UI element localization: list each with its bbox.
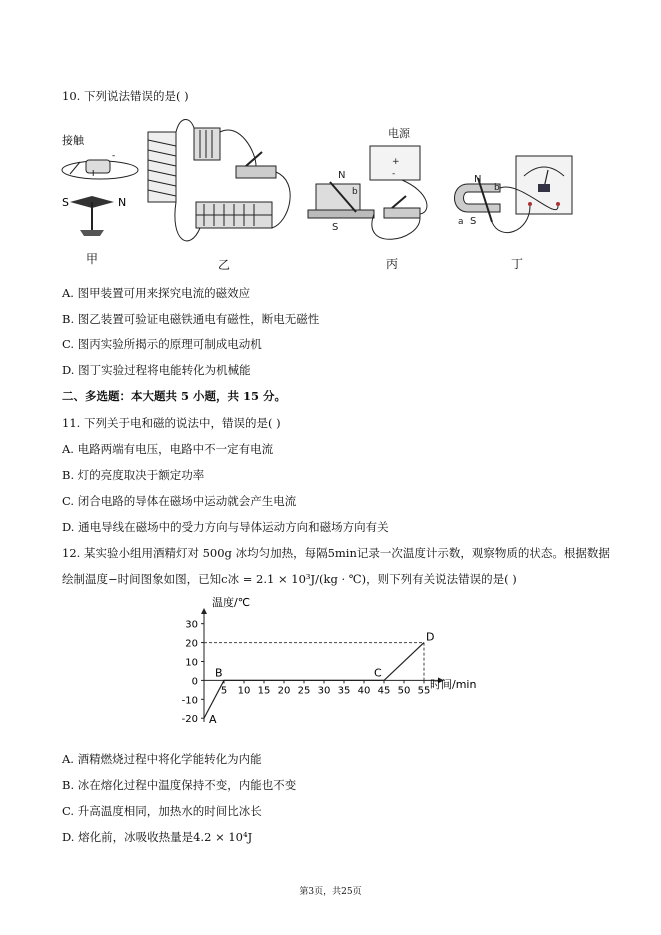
bing-power-label: 电源 xyxy=(388,127,410,140)
chart-x-tick-label: 20 xyxy=(277,685,291,697)
jia-N-label: N xyxy=(118,196,127,209)
chart-x-tick-label: 50 xyxy=(397,685,411,697)
q11-option-d: D. 通电导线在磁场中的受力方向与导体运动方向和磁场方向有关 xyxy=(62,520,389,534)
chart-y-tick-label: 0 xyxy=(191,676,198,688)
q11-option-c: C. 闭合电路的导体在磁场中运动就会产生电流 xyxy=(62,494,297,508)
chart-y-tick-label: 30 xyxy=(185,619,198,631)
chart-y-tick-label: -10 xyxy=(182,695,198,707)
jia-minus: - xyxy=(112,151,116,161)
chart-x-axis-label: 时间/min xyxy=(430,678,477,691)
q10-option-c: C. 图丙实验所揭示的原理可制成电动机 xyxy=(62,337,262,351)
chart-point-label: A xyxy=(209,713,217,727)
bing-plus: + xyxy=(392,157,400,167)
q10-option-d: D. 图丁实验过程将电能转化为机械能 xyxy=(62,363,251,377)
caption-jia: 甲 xyxy=(86,252,99,266)
q10-option-a: A. 图甲装置可用来探究电流的磁效应 xyxy=(62,286,251,300)
caption-ding: 丁 xyxy=(511,257,524,271)
caption-yi: 乙 xyxy=(218,258,231,272)
q12-stem-line1: 12. 某实验小组用酒精灯对 500g 冰均匀加热，每隔5min记录一次温度计示数，观察物质的状态。根据数据 xyxy=(62,546,610,560)
bing-minus: - xyxy=(392,169,396,179)
q10-stem: 10. 下列说法错误的是( ) xyxy=(62,89,189,103)
q12-option-b: B. 冰在熔化过程中温度保持不变，内能也不变 xyxy=(62,778,297,792)
figure-yi xyxy=(148,119,290,240)
q10-figures xyxy=(0,112,661,272)
ding-a-label: a xyxy=(458,217,464,227)
jia-touch-label: 接触 xyxy=(62,134,84,147)
chart-x-tick-label: 25 xyxy=(297,685,311,697)
chart-y-axis-arrow xyxy=(201,608,207,614)
q11-option-a: A. 电路两端有电压，电路中不一定有电流 xyxy=(62,442,274,456)
figure-ding xyxy=(455,156,573,233)
chart-y-tick-label: 10 xyxy=(185,657,198,669)
q12-stem-line2: 绘制温度−时间图象如图，已知c冰 = 2.1 × 10³J/(kg · ℃)，则下列有关说法错误的是( ) xyxy=(62,572,517,586)
bing-b-label: b xyxy=(352,187,358,197)
chart-point-label: C xyxy=(374,666,382,680)
q12-option-a: A. 酒精燃烧过程中将化学能转化为内能 xyxy=(62,752,262,766)
jia-I-label: I xyxy=(92,169,95,178)
temperature-time-chart xyxy=(182,590,502,730)
chart-point-label: B xyxy=(215,666,223,680)
jia-S-label: S xyxy=(62,196,69,209)
chart-y-tick-label: 20 xyxy=(185,638,198,650)
section-2-heading: 二、多选题：本大题共 5 小题，共 15 分。 xyxy=(62,389,287,403)
chart-x-tick-label: 55 xyxy=(417,685,431,697)
ding-S-label: S xyxy=(470,216,477,227)
figure-jia xyxy=(62,133,138,236)
ding-N-label: N xyxy=(474,174,482,185)
chart-x-tick-label: 15 xyxy=(257,685,271,697)
chart-x-tick-label: 40 xyxy=(357,685,371,697)
chart-x-tick-label: 35 xyxy=(337,685,351,697)
chart-y-tick-label: -20 xyxy=(182,714,198,726)
chart-point-label: D xyxy=(426,630,435,644)
bing-N-label: N xyxy=(338,170,346,181)
chart-x-tick-label: 45 xyxy=(377,685,391,697)
q11-option-b: B. 灯的亮度取决于额定功率 xyxy=(62,468,205,482)
chart-x-tick-label: 10 xyxy=(237,685,251,697)
q12-option-d: D. 熔化前，冰吸收热量是4.2 × 10⁴J xyxy=(62,830,253,844)
q11-stem: 11. 下列关于电和磁的说法中，错误的是( ) xyxy=(62,416,281,430)
figure-bing xyxy=(308,126,427,239)
page-footer: 第3页，共25页 xyxy=(299,887,362,897)
chart-x-tick-label: 30 xyxy=(317,685,331,697)
q10-option-b: B. 图乙装置可验证电磁铁通电有磁性，断电无磁性 xyxy=(62,312,320,326)
ding-b-label: b xyxy=(494,183,500,193)
chart-y-axis-label: 温度/℃ xyxy=(212,596,251,609)
bing-S-label: S xyxy=(332,222,339,233)
q12-option-c: C. 升高温度相同，加热水的时间比冰长 xyxy=(62,804,262,818)
chart-x-tick-label: 5 xyxy=(220,685,228,697)
caption-bing: 丙 xyxy=(386,257,399,271)
